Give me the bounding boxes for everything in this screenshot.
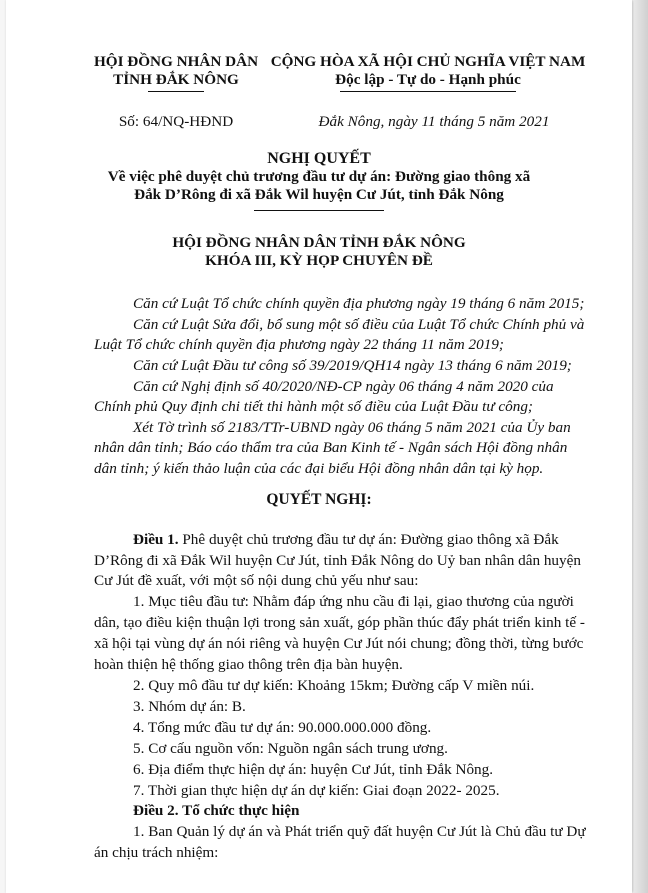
council-name: HỘI ĐỒNG NHÂN DÂN TỈNH ĐẮK NÔNG [172,234,466,251]
article-2-line: 1. Ban Quản lý dự án và Phát triển quỹ đất huyện Cư Jút là Chủ đầu tư Dự [133,823,586,840]
article-1-line: 4. Tổng mức đầu tư dự án: 90.000.000.000 đồng. [133,719,432,736]
title-underline [254,210,384,211]
preamble-line: Căn cứ Nghị định số 40/2020/NĐ-CP ngày 06 tháng 4 năm 2020 của [133,378,554,395]
preamble-line: dân tỉnh; ý kiến thảo luận của các đại biểu Hội đồng nhân dân tại kỳ họp. [94,460,544,477]
resolution-heading: QUYẾT NGHỊ: [266,491,372,508]
preamble-line: Căn cứ Luật Tổ chức chính quyền địa phương ngày 19 tháng 6 năm 2015; [133,295,585,312]
article-1-line: 5. Cơ cấu nguồn vốn: Nguồn ngân sách trung ương. [133,740,448,757]
preamble-line: Xét Tờ trình số 2183/TTr-UBND ngày 06 tháng 5 năm 2021 của Ủy ban [133,419,571,436]
preamble-line: Chính phủ Quy định chi tiết thi hành một số điều của Luật Đầu tư công; [94,398,533,415]
article-1-line: 2. Quy mô đầu tư dự kiến: Khoảng 15km; Đường cấp V miền núi. [133,677,535,694]
article-1-line: xã hội tại vùng dự án nói riêng và huyện Cư Jút nói chung; đồng thời, từng bước [94,635,584,652]
document-type: NGHỊ QUYẾT [267,150,371,167]
subject-line-1: Về việc phê duyệt chủ trương đầu tư dự án: Đường giao thông xã [107,168,531,185]
article-1-line: D’Rông đi xã Đắk Wil huyện Cư Jút, tỉnh Đắk Nông do Uỷ ban nhân dân huyện [94,552,581,569]
place-date: Đắk Nông, ngày 11 tháng 5 năm 2021 [318,113,550,130]
article-1-intro: Phê duyệt chủ trương đầu tư dự án: Đường giao thông xã Đắk [178,531,559,548]
national-motto: Độc lập - Tự do - Hạnh phúc [335,71,521,88]
article-1-label: Điều 1. [133,531,179,548]
issuer-name: HỘI ĐỒNG NHÂN DÂN [93,53,259,70]
article-2-heading: Điều 2. Tổ chức thực hiện [133,802,300,819]
page-edge-shadow [634,0,648,893]
article-1-line: dân, tạo điều kiện thuận lợi trong sản xuất, góp phần thúc đẩy phát triển kinh tế - [94,614,585,631]
council-session: KHÓA III, KỲ HỌP CHUYÊN ĐỀ [205,252,433,269]
article-1-line: 3. Nhóm dự án: B. [133,698,246,715]
document-page [6,0,632,893]
subject-line-2: Đắk D’Rông đi xã Đắk Wil huyện Cư Jút, tỉnh Đắk Nông [134,186,504,203]
preamble-line: nhân dân tỉnh; Báo cáo thẩm tra của Ban Kinh tế - Ngân sách Hội đồng nhân [94,439,568,456]
preamble-line: Căn cứ Luật Đầu tư công số 39/2019/QH14 ngày 13 tháng 6 năm 2019; [133,357,572,374]
national-title: CỘNG HÒA XÃ HỘI CHỦ NGHĨA VIỆT NAM [270,53,586,70]
article-2-line: án chịu trách nhiệm: [94,844,219,861]
issuer-province: TỈNH ĐẮK NÔNG [113,71,239,88]
article-1-line: 1. Mục tiêu đầu tư: Nhằm đáp ứng nhu cầu đi lại, giao thương của người [133,593,574,610]
preamble-line: Căn cứ Luật Sửa đổi, bổ sung một số điều của Luật Tổ chức Chính phủ và [133,316,585,333]
article-1-line: hoàn thiện hệ thống giao thông trên địa bàn huyện. [94,656,403,673]
article-1-line: 6. Địa điểm thực hiện dự án: huyện Cư Jút, tỉnh Đắk Nông. [133,761,494,778]
article-1-line: Cư Jút đề xuất, với một số nội dung chủ yếu như sau: [94,572,419,589]
article-1-line: 7. Thời gian thực hiện dự án dự kiến: Giai đoạn 2022- 2025. [133,782,500,799]
article-1-first-line [133,530,559,550]
motto-underline [340,91,516,92]
preamble-line: Luật Tổ chức chính quyền địa phương ngày 22 tháng 11 năm 2019; [94,336,504,353]
issuer-underline [148,91,204,92]
document-number: Số: 64/NQ-HĐND [118,113,234,130]
